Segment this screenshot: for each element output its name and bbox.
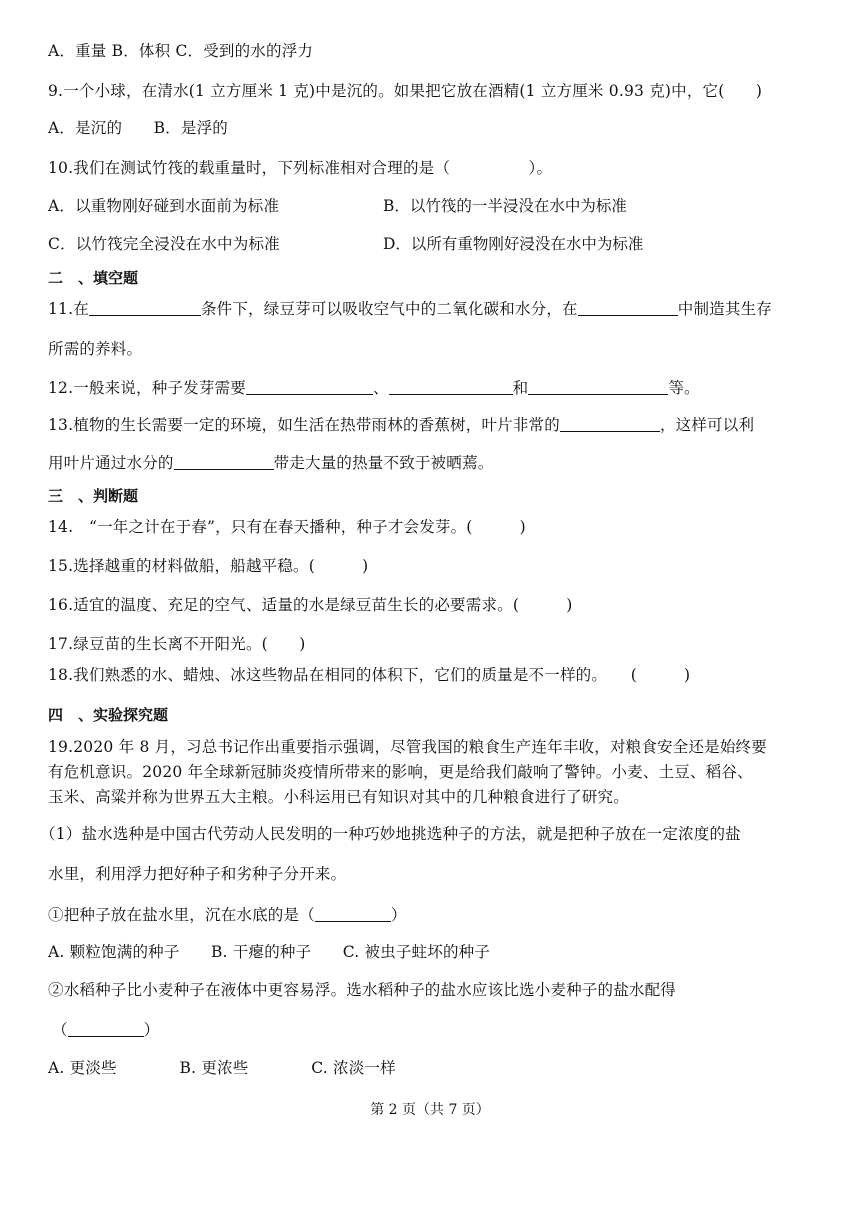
q16: 16.适宜的温度、充足的空气、适量的水是绿豆苗生长的必要需求。( ) — [48, 596, 573, 614]
q13-blank-1[interactable] — [560, 415, 660, 432]
q18: 18.我们熟悉的水、蜡烛、冰这些物品在相同的体积下，它们的质量是不一样的。 ( ) — [48, 666, 691, 684]
q19-line2: 有危机意识。2020 年全球新冠肺炎疫情所带来的影响，更是给我们敲响了警钟。小麦、土豆、稻谷、 — [48, 763, 753, 781]
q9-options: A．是沉的 B．是浮的 — [48, 119, 228, 137]
section-experiment-heading: 四 、实验探究题 — [48, 706, 169, 724]
q8-options: A．重量 B．体积 C．受到的水的浮力 — [48, 42, 314, 60]
q11-blank-1[interactable] — [89, 299, 201, 316]
q12-blank-3[interactable] — [528, 378, 668, 395]
q15: 15.选择越重的材料做船，船越平稳。( ) — [48, 557, 369, 575]
q19-line3: 玉米、高粱并称为世界五大主粮。小科运用已有知识对其中的几种粮食进行了研究。 — [48, 788, 629, 806]
q19-sub2-stem: ②水稻种子比小麦种子在液体中更容易浮。选水稻种子的盐水应该比选小麦种子的盐水配得 — [48, 981, 677, 999]
page-footer: 第 2 页（共 7 页） — [370, 1102, 490, 1118]
q17: 17.绿豆苗的生长离不开阳光。( ) — [48, 635, 306, 653]
q9-stem: 9.一个小球，在清水(1 立方厘米 1 克)中是沉的。如果把它放在酒精(1 立方厘米 0.93 克)中，它( ) — [48, 82, 763, 100]
q10-option-d: D．以所有重物刚好浸没在水中为标准 — [383, 235, 644, 253]
section-fill-blank-heading: 二 、填空题 — [48, 269, 139, 287]
q13-line2: 用叶片通过水分的 带走大量的热量不致于被晒蔫。 — [48, 454, 494, 472]
section-true-false-heading: 三 、判断题 — [48, 487, 139, 505]
q12-blank-1[interactable] — [246, 378, 373, 395]
q11-line2: 所需的养料。 — [48, 340, 143, 358]
q10-option-c: C．以竹筏完全浸没在水中为标准 — [48, 235, 280, 253]
q19-sub1-options: A. 颗粒饱满的种子 B. 干瘪的种子 C. 被虫子蛀坏的种子 — [48, 943, 491, 961]
q10-option-a: A．以重物刚好碰到水面前为标准 — [48, 197, 280, 215]
q19-sub1-stem: ①把种子放在盐水里，沉在水底的是（ ） — [48, 906, 407, 924]
q11-line1: 11.在 条件下，绿豆芽可以吸收空气中的二氧化碳和水分，在 中制造其生存 — [48, 300, 772, 318]
q10-option-b: B．以竹筏的一半浸没在水中为标准 — [383, 197, 627, 215]
q12: 12.一般来说，种子发芽需要 、 和 等。 — [48, 379, 700, 397]
q13-line1: 13.植物的生长需要一定的环境，如生活在热带雨林的香蕉树，叶片非常的 ，这样可以利 — [48, 416, 755, 434]
q19-sub2-options: A. 更淡些 B. 更浓些 C. 浓淡一样 — [48, 1059, 396, 1077]
q14: 14. “一年之计在于春”，只有在春天播种，种子才会发芽。( ) — [48, 518, 526, 536]
q19-sub1-blank[interactable] — [315, 905, 391, 922]
q19-sub2-blank[interactable] — [68, 1020, 144, 1037]
q12-blank-2[interactable] — [389, 378, 513, 395]
q13-blank-2[interactable] — [174, 453, 274, 470]
q11-blank-2[interactable] — [578, 299, 678, 316]
q19-part1-line1: （1）盐水选种是中国古代劳动人民发明的一种巧妙地挑选种子的方法，就是把种子放在一定浓度的盐 — [40, 825, 741, 843]
q10-stem: 10.我们在测试竹筏的载重量时，下列标准相对合理的是（ ）。 — [48, 159, 553, 177]
q19-line1: 19.2020 年 8 月，习总书记作出重要指示强调，尽管我国的粮食生产连年丰收，对粮食安全还是始终要 — [48, 738, 767, 756]
q19-part1-line2: 水里，利用浮力把好种子和劣种子分开来。 — [48, 865, 347, 883]
q19-sub2-answer: （ ） — [52, 1021, 160, 1039]
